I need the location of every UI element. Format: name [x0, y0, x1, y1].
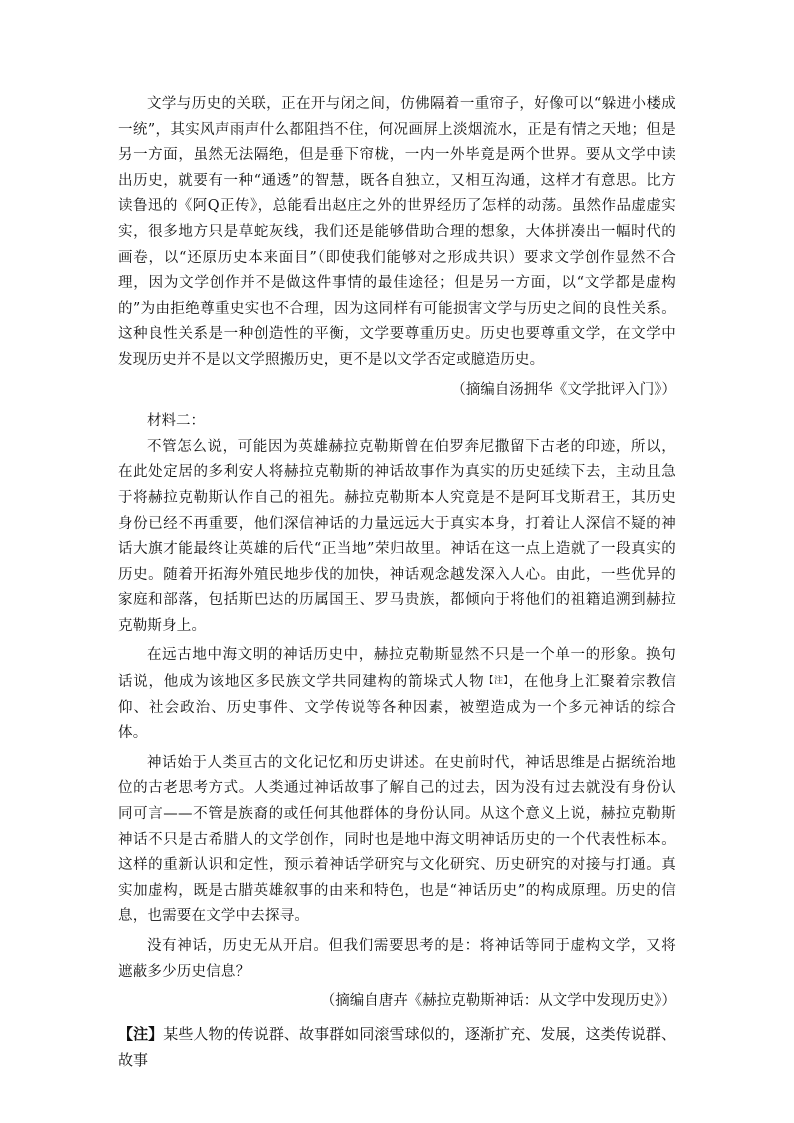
document-body — [118, 92, 676, 1073]
material1-paragraph: 文学与历史的关联，正在开与闭之间，仿佛隔着一重帘子，好像可以“躲进小楼成一统”，其实风声雨声什么都阻挡不住，何况画屏上淡烟流水，正是有情之天地；但是另一方面，虽然无法隔绝，但是垂下帘栊，一内一外毕竟是两个世界。要从文学中读出历史，就要有一种“通透”的智慧，既各自独立，又相互沟通，这样才有意思。比方读鲁迅的《阿Q正传》，总能看出赵庄之外的世界经历了怎样的动荡。虽然作品虚虚实实，很多地方只是草蛇灰线，我们还是能够借助合理的想象，大体拼凑出一幅时代的画卷，以“还原历史本来面目”（即使我们能够对之形成共识）要求文学创作显然不合理，因为文学创作并不是做这件事情的最佳途径；但是另一方面，以“文学都是虚构的”为由拒绝尊重史实也不合理，因为这同样有可能损害文学与历史之间的良性关系。这种良性关系是一种创造性的平衡，文学要尊重历史。历史也要尊重文学，在文学中发现历史并不是以文学照搬历史，更不是以文学否定或臆造历史。 — [118, 96, 676, 368]
material2-paragraph-2 — [118, 643, 676, 746]
footnote-label: 【注】 — [118, 1024, 164, 1043]
note-reference-mark: 【注】 — [484, 676, 509, 687]
material2-paragraph-4: 没有神话，历史无从开启。但我们需要思考的是：将神话等同于虚构文学，又将遮蔽多少历史信息？ — [118, 938, 676, 980]
material2-paragraph-1: 不管怎么说，可能因为英雄赫拉克勒斯曾在伯罗奔尼撒留下古老的印迹，所以，在此处定居的多利安人将赫拉克勒斯的神话故事作为真实的历史延续下去，主动且急于将赫拉克勒斯认作自己的祖先。赫拉克勒斯本人究竟是不是阿耳戈斯君王，其历史身份已经不再重要，他们深信神话的力量远远大于真实本身，打着让人深信不疑的神话大旗才能最终让英雄的后代“正当地”荣归故里。神话在这一点上造就了一段真实的历史。随着开拓海外殖民地步伐的加快，神话观念越发深入人心。由此，一些优异的家庭和部落，包括斯巴达的历属国王、罗马贵族，都倾向于将他们的祖籍追溯到赫拉克勒斯身上。 — [118, 438, 676, 634]
footnote — [118, 1021, 676, 1073]
footnote-text: 某些人物的传说群、故事群如同滚雪球似的，逐渐扩充、发展，这类传说群、故事 — [118, 1024, 676, 1069]
material1-source: （摘编自汤拥华《文学批评入门》） — [451, 381, 676, 398]
material2-paragraph-3: 神话始于人类亘古的文化记忆和历史讲述。在史前时代，神话思维是占据统治地位的古老思考方式。人类通过神话故事了解自己的过去，因为没有过去就没有身份认同可言——不管是族裔的或任何其他群体的身份认同。从这个意义上说，赫拉克勒斯神话不只是古希腊人的文学创作，同时也是地中海文明神话历史的一个代表性标本。这样的重新认识和定性，预示着神话学研究与文化研究、历史研究的对接与打通。真实加虚构，既是古腊英雄叙事的由来和特色，也是“神话历史”的构成原理。历史的信息，也需要在文学中去探寻。 — [118, 754, 676, 925]
material2-heading: 材料二： — [147, 413, 205, 430]
material2-paragraph-2-head: 在远古地中海文明的神话历史中，赫拉克勒斯显然不只是一个单一的形象。换句话说，他成为该地区多民族文学共同建构的箭垛式人物 — [118, 647, 676, 691]
material2-source: （摘编自唐卉《赫拉克勒斯神话：从文学中发现历史》） — [320, 993, 676, 1010]
material2-paragraph-2-tail: ，在他身上汇聚着宗教信仰、社会政治、历史事件、文学传说等各种因素，被塑造成为一个多元神话的综合体。 — [118, 674, 676, 742]
